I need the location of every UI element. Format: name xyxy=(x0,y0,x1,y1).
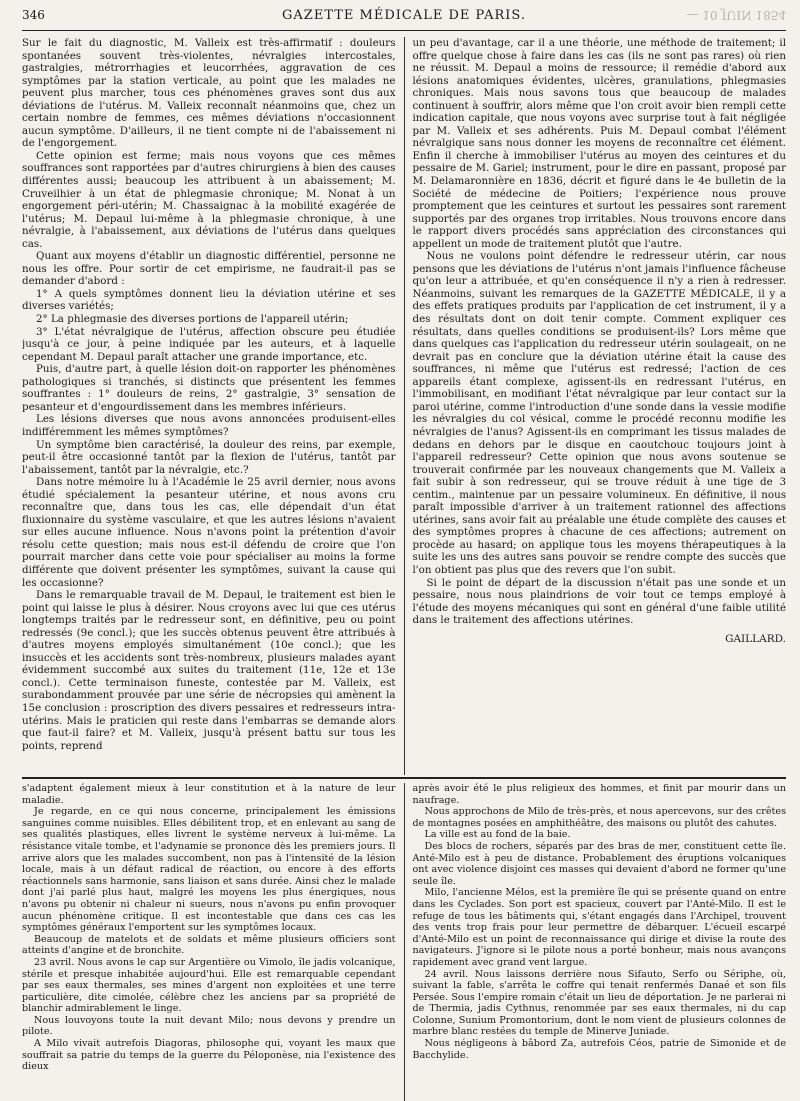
feuilleton-paragraph: s'adaptent également mieux à leur constitution et à la nature de leur maladie. xyxy=(22,783,396,806)
author-signature: GAILLARD. xyxy=(725,632,786,645)
feuilleton-paragraph: après avoir été le plus religieux des hommes, et finit par mourir dans un naufrage. xyxy=(412,783,786,806)
bleed-through-date: — 10 JUIN 1854 xyxy=(686,8,786,22)
article-right-column xyxy=(405,37,787,775)
article-paragraph: Puis, d'autre part, à quelle lésion doit-on rapporter les phénomènes pathologiques si tranchés, si distincts que présentent les femmes souffrantes : 1° douleurs de reins, 2° gastralgie, 3° sensation de pesanteur et d'engourdissement dans les membres inférieurs. xyxy=(22,363,396,413)
feuilleton-paragraph: La ville est au fond de la baie. xyxy=(424,829,571,841)
feuilleton-paragraph: 23 avril. Nous avons le cap sur Argentière ou Vimolo, île jadis volcanique, stérile et presque inhabitée aujourd'hui. Elle est remarquable cependant par ses eaux thermales, ses mines d'argent non exploitées et une terre particulière, dite cimolée, célèbre chez les anciens par sa propriété de blanchir admirablement le linge. xyxy=(22,956,396,1015)
feuilleton-paragraph: A Milo vivait autrefois Diagoras, philosophe qui, voyant les maux que souffrait sa patrie du temps de la guerre du Péloponèse, nia l'existence des dieux xyxy=(22,1038,396,1073)
article-paragraph: Un symptôme bien caractérisé, la douleur des reins, par exemple, peut-il être occasionné tantôt par la flexion de l'utérus, tantôt par l'abaissement, tantôt par la névralgie, etc.? xyxy=(22,438,396,476)
feuilleton-paragraph: Nous négligeons à bâbord Za, autrefois Céos, patrie de Simonide et de Bacchylide. xyxy=(412,1038,786,1061)
feuilleton-paragraph: Je regarde, en ce qui nous concerne, principalement les émissions sanguines comme nuisibles. Elles débilitent trop, et en enlevant au sang de ses qualités plastiques, elles livrent le système nerveux à lui-même. La résistance vitale tombe, et l'adynamie se prononce dès les premiers jours. Il arrive alors que les malades succombent, non pas à l'intensité de la lésion locale, mais à un défaut radical de réaction, ou encore à des efforts réactionnels sans harmonie, sans liaison et sans durée. Ainsi chez le malade dont j'ai parlé plus haut, malgré les moyens les plus énergiques, nous n'avons pu obtenir ni chaleur ni sueurs, nous n'avons pu enfin provoquer aucun phénomène critique. Il est incontestable que dans ces cas les symptômes généraux l'emportent sur les symptômes locaux. xyxy=(22,806,396,934)
feuilleton-body xyxy=(22,783,786,1101)
feuilleton-paragraph: Des blocs de rochers, séparés par des bras de mer, constituent cette île. Anté-Milo est à peu de distance. Probablement des éruptions volcaniques ont avec violence disjoint ces masses qui devaient d'abord ne former qu'une seule île. xyxy=(412,840,786,887)
article-paragraph: Dans le remarquable travail de M. Depaul, le traitement est bien le point qui laisse le plus à désirer. Nous croyons avec lui que ces utérus longtemps traités par le redresseur sont, en définitive, peu ou point redressés (9e concl.); que les succès obtenus peuvent être attribués à d'autres moyens employés simultanément (10e concl.); que les insuccès et les accidents sont très-nombreux, plusieurs malades ayant évidemment succombé aux suites du traitement (11e, 12e et 13e concl.). Cette terminaison funeste, contestée par M. Valleix, est surabondamment prouvée par une série de nécropsies qui amènent la 15e conclusion : proscription des divers pessaires et redresseurs intra-utérins. Mais le praticien qui reste dans l'embarras se demande alors que faut-il faire? et M. Valleix, jusqu'à présent battu sur tous les points, reprend xyxy=(22,589,396,752)
page-number: 346 xyxy=(22,8,45,22)
journal-title: GAZETTE MÉDICALE DE PARIS. xyxy=(282,8,526,23)
feuilleton-right-column xyxy=(405,783,787,1101)
feuilleton-left-column xyxy=(22,783,404,1101)
article-left-column xyxy=(22,37,404,775)
article-paragraph: Quant aux moyens d'établir un diagnostic différentiel, personne ne nous les offre. Pour sortir de cet empirisme, ne faudrait-il pas se demander d'abord : xyxy=(22,250,396,288)
article-paragraph: Dans notre mémoire lu à l'Académie le 25 avril dernier, nous avons étudié spécialement la pesanteur utérine, et nous avons cru reconnaître que, dans tous les cas, elle dépendait d'un état fluxionnaire du système vasculaire, et que les autres lésions n'avaient sur elles aucune influence. Nous n'avons point la prétention d'avoir résolu cette question; mais nous est-il défendu de croire que l'on pourrait marcher dans cette voie pour spécialiser au moins la forme différente que doivent présenter les symptômes, suivant la cause qui les occasionne? xyxy=(22,476,396,589)
feuilleton-paragraph: 24 avril. Nous laissons derrière nous Sifauto, Serfo ou Sériphe, où, suivant la fable, s'arrêta le coffre qui tenait renfermés Danaé et son fils Persée. Sous l'empire romain c'était un lieu de déportation. Je ne parlerai ni de Thermia, jadis Cythnus, renommée par ses eaux thermales, ni du cap Colonne, Sunium Promontorium, dont le nom vient de plusieurs colonnes de marbre blanc restées du temple de Minerve Juniade. xyxy=(412,968,786,1038)
article-paragraph: Cette opinion est ferme; mais nous voyons que ces mêmes souffrances sont rapportées par d'autres chirurgiens à bien des causes différentes aussi; beaucoup les attribuent à un abaissement; M. Cruveilhier à un état de phlegmasie chronique; M. Nonat à un engorgement péri-utérin; M. Chassaignac à la mobilité exagérée de l'utérus; M. Depaul lui-même à la phlegmasie chronique, à une névralgie, à l'abaissement, aux déviations de l'utérus dans quelques cas. xyxy=(22,149,396,250)
article-paragraph: Les lésions diverses que nous avons annoncées produisent-elles indifféremment les mêmes symptômes? xyxy=(22,413,396,438)
feuilleton-paragraph: Nous approchons de Milo de très-près, et nous apercevons, sur des crêtes de montagnes posées en amphithéâtre, des maisons ou plutôt des cahutes. xyxy=(412,806,786,829)
article-paragraph: Sur le fait du diagnostic, M. Valleix est très-affirmatif : douleurs spontanées souvent très-violentes, névralgies intercostales, gastralgies, métrorrhagies et leucorrhées, aggravation de ces symptômes par la station verticale, au point que les malades ne peuvent plus marcher, tous ces phénomènes graves sont dus aux déviations de l'utérus. M. Valleix reconnaît néanmoins que, chez un certain nombre de femmes, ces mêmes déviations n'occasionnent aucun symptôme. D'ailleurs, il ne tient compte ni de l'abaissement ni de l'engorgement. xyxy=(22,37,396,150)
article-body xyxy=(22,37,786,775)
article-paragraph: Si le point de départ de la discussion n'était pas une sonde et un pessaire, nous nous plaindrions de voir tout ce temps employé à l'étude des moyens mécaniques qui sont en général d'une faible utilité dans le traitement des affections utérines. xyxy=(412,576,786,627)
article-list-item: 1° A quels symptômes donnent lieu la déviation utérine et ses diverses variétés; xyxy=(22,287,396,313)
feuilleton-paragraph: Milo, l'ancienne Mélos, est la première île qui se présente quand on entre dans les Cyclades. Son port est spacieux, couvert par l'Anté-Milo. Il est le refuge de tous les bâtiments qui, s'étant engagés dans l'Archipel, trouvent des vents trop frais pour leur permettre de débarquer. L'écueil escarpé d'Anté-Milo est un point de reconnaissance qui dirige et divise la route des navigateurs. J'ignore si le pilote nous a porté bonheur, mais nous avançons rapidement avec grand vent largue. xyxy=(412,887,786,968)
feuilleton-separator xyxy=(22,777,786,779)
feuilleton-paragraph: Nous louvoyons toute la nuit devant Milo; nous devons y prendre un pilote. xyxy=(22,1014,396,1038)
article-paragraph: un peu d'avantage, car il a une théorie, une méthode de traitement; il offre quelque chose à faire dans les cas (ils ne sont pas rares) où rien ne réussit. M. Depaul a moins de ressource; il remédie d'abord aux lésions anatomiques évidentes, ulcères, granulations, phlegmasies chroniques. Mais nous savons tous que beaucoup de malades continuent à souffrir, alors même que l'on croit avoir bien rempli cette indication capitale, que nous voyons avec surprise tout à fait négligée par M. Valleix et ses adhérents. Puis M. Depaul combat l'élément névralgique sans nous donner les moyens de reconnaître cet élément. Enfin il cherche à immobiliser l'utérus au moyen des ceintures et du pessaire de M. Gariel; instrument, pour le dire en passant, proposé par M. Delamaronnière en 1836, décrit et figuré dans le 4e bulletin de la Société de médecine de Poitiers; l'expérience nous prouve promptement que les ceintures et surtout les pessaires sont rarement supportés par des organes trop irritables. Nous trouvons encore dans le rapport divers procédés sans appréciation des circonstances qui appellent un mode de traitement plutôt que l'autre. xyxy=(412,37,786,250)
page-header xyxy=(22,8,786,31)
article-list-item: 3° L'état névralgique de l'utérus, affection obscure peu étudiée jusqu'à ce jour, à peine indiquée par les auteurs, et à laquelle cependant M. Depaul paraît attacher une grande importance, etc. xyxy=(22,325,396,363)
article-paragraph: Nous ne voulons point défendre le redresseur utérin, car nous pensons que les déviations de l'utérus n'ont jamais l'influence fâcheuse qu'on leur a attribuée, et qu'en conséquence il n'y a rien à redresser. Néanmoins, suivant les remarques de la GAZETTE MÉDICALE, il y a des effets pratiques produits par l'application de cet instrument, il y a des résultats dont on doit tenir compte. Comment expliquer ces résultats, dans quelles conditions se produisent-ils? Lors même que dans quelques cas l'application du redresseur utérin soulageait, on ne devrait pas en conclure que la déviation utérine était la cause des souffrances, ni même que l'utérus est redressé; l'action de ces appareils étant complexe, agissent-ils en redressant l'utérus, en l'immobilisant, en modifiant l'état névralgique par leur contact sur la paroi utérine, comme l'introduction d'une sonde dans la vessie modifie les névralgies du col vésical, comme le procédé reconnu modifie les névralgies de l'anus? Agissent-ils en comprimant les tissus malades de dedans en dehors par le disque en caoutchouc toujours joint à l'appareil redresseur? Cette opinion que nous avons soutenue se trouverait confirmée par les nouveaux changements que M. Valleix a fait subir à son redresseur, qui se trouve réduit à une tige de 3 centim., maintenue par un pessaire volumineux. En définitive, il nous paraît impossible d'arriver à un traitement rationnel des affections utérines, sans avoir fait au préalable une étude complète des causes et des symptômes propres à chacune de ces affections; autrement on procède au hasard; on applique tous les moyens thérapeutiques à la suite les uns des autres sans pouvoir se rendre compte des succès que l'on obtient pas plus que des revers que l'on subit. xyxy=(412,250,786,576)
article-list-item: 2° La phlegmasie des diverses portions de l'appareil utérin; xyxy=(36,313,349,326)
feuilleton-paragraph: Beaucoup de matelots et de soldats et même plusieurs officiers sont atteints d'angine et de bronchite. xyxy=(22,933,396,957)
